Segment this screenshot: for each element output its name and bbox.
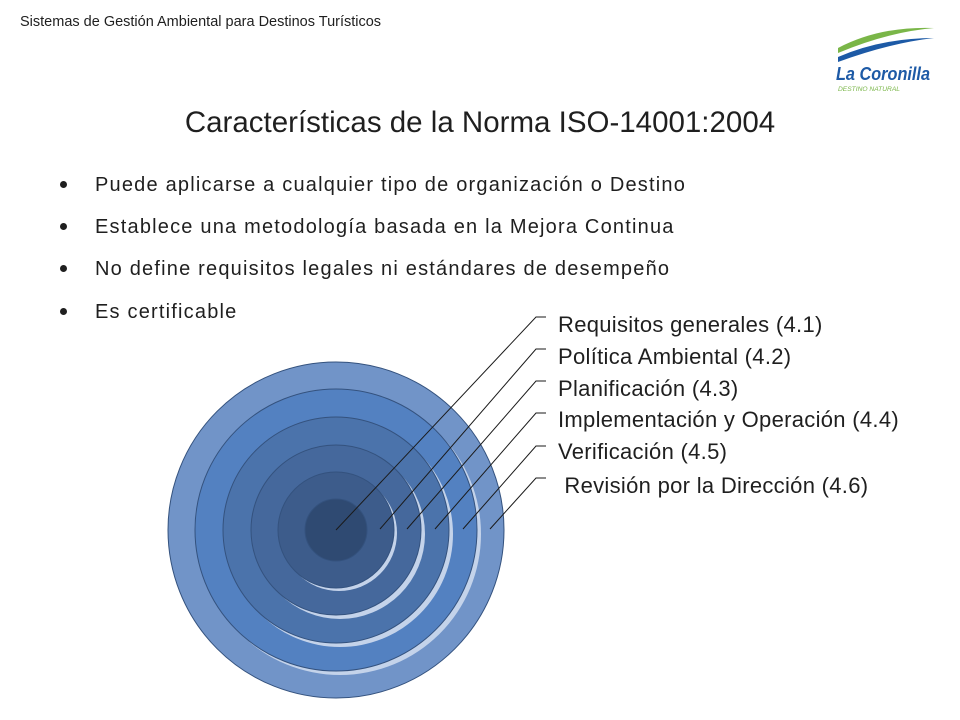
logo-green-swoosh: [838, 28, 934, 53]
logo-name: La Coronilla: [836, 64, 930, 84]
logo-tagline: DESTINO NATURAL: [838, 86, 901, 93]
presentation-header: Sistemas de Gestión Ambiental para Destinos Turísticos: [20, 14, 382, 30]
bullet-text: Es certificable: [95, 301, 238, 323]
diagram-label-revision: Revisión por la Dirección (4.6): [558, 473, 869, 498]
diagram-label-verificacion: Verificación (4.5): [558, 439, 728, 464]
bullet-text: Establece una metodología basada en la Mejora Continua: [95, 216, 675, 238]
la-coronilla-logo: [832, 18, 936, 100]
bullet-dot: [60, 223, 67, 230]
bullet-text: No define requisitos legales ni estándares de desempeño: [95, 258, 671, 280]
diagram-label-implementacion: Implementación y Operación (4.4): [558, 407, 899, 432]
diagram-label-planificacion: Planificación (4.3): [558, 376, 739, 401]
bullet-dot: [60, 265, 67, 272]
slide-title: Características de la Norma ISO-14001:2004: [184, 106, 776, 139]
bullet-text: Puede aplicarse a cualquier tipo de organización o Destino: [95, 174, 687, 196]
diagram-label-requisitos: Requisitos generales (4.1): [558, 312, 823, 337]
diagram-label-politica: Política Ambiental (4.2): [558, 344, 792, 369]
bullet-dot: [60, 181, 67, 188]
bullet-dot: [60, 308, 67, 315]
